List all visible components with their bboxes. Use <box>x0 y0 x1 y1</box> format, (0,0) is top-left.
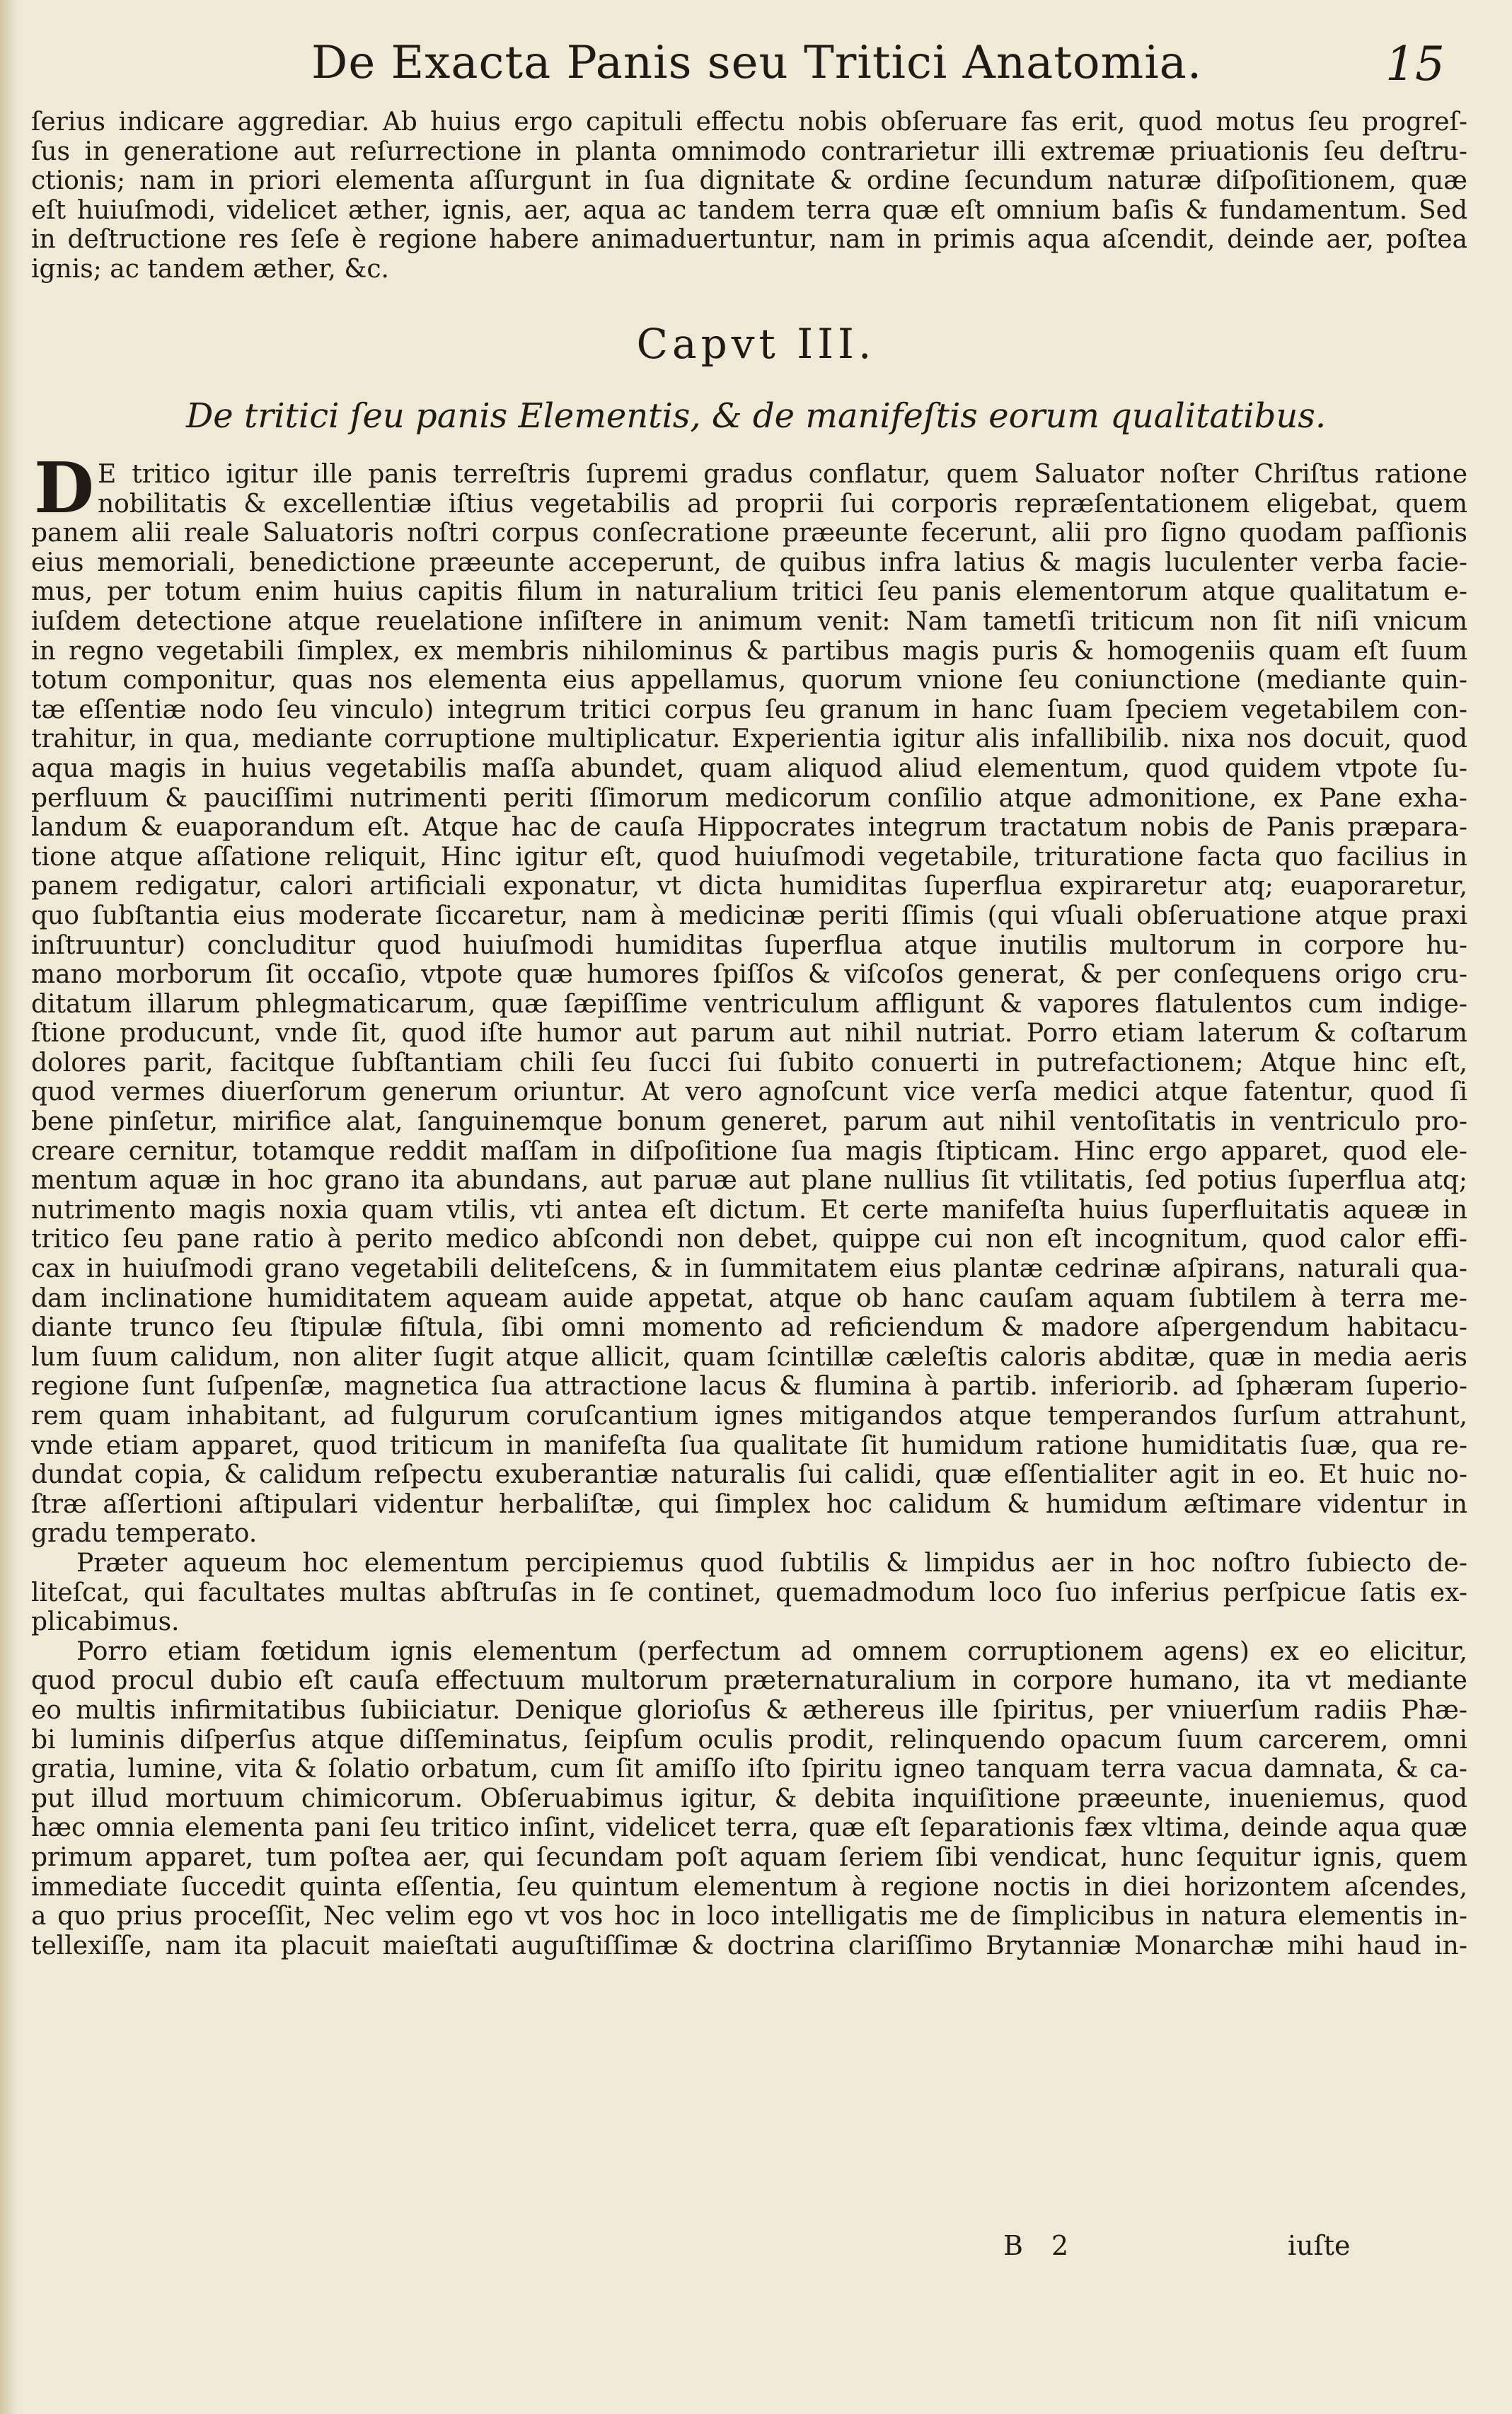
text-line: gradu temperato. <box>31 1519 258 1549</box>
text-line: creare cernitur, totamque reddit maſſam in diſpoſitione ſua magis ſtipticam. Hinc ergo apparet, quod ele- <box>31 1136 1467 1166</box>
text-line: tritico ſeu pane ratio à perito medico abſcondi non debet, quippe cui non eſt incognitum, quod calor effi- <box>31 1225 1467 1254</box>
text-line: hæc omnia elementa pani ſeu tritico inſint, videlicet terra, quæ eſt ſeparationis fæx vltima, deinde aqua quæ <box>31 1813 1467 1843</box>
text-line: eo multis infirmitatibus ſubiiciatur. Denique glorioſus & æthereus ille ſpiritus, per vniuerſum radiis Phæ- <box>31 1695 1467 1725</box>
text-line: dam inclinatione humiditatem aqueam auide appetat, atque ob hanc cauſam aquam ſubtilem à terra me- <box>31 1283 1467 1313</box>
text-line: panem redigatur, calori artificiali exponatur, vt dicta humiditas ſuperflua expiraretur atq; euaporaretur, <box>31 872 1467 901</box>
text-line: lum ſuum calidum, non aliter ſugit atque allicit, quam ſcintillæ cæleſtis caloris abditæ, quæ in media aeris <box>31 1342 1467 1372</box>
chapter-body <box>31 460 1467 1960</box>
text-line: mano morborum ſit occaſio, vtpote quæ humores ſpiſſos & viſcoſos generat, & per conſequens origo cru- <box>31 960 1467 990</box>
text-line: diante trunco ſeu ſtipulæ fiſtula, ſibi omni momento ad reficiendum & madore aſpergendum habitacu- <box>31 1313 1467 1343</box>
page-number: 15 <box>1385 37 1445 91</box>
text-line: ſus in generatione aut reſurrectione in planta omnimodo contrarietur illi extremæ priuationis ſeu deſtru- <box>31 137 1467 166</box>
text-line: trahitur, in qua, mediante corruptione multiplicatur. Experientia igitur alis infallibilib. nixa nos docuit, quod <box>31 724 1467 754</box>
text-line: nobilitatis & excellentiæ iſtius vegetabilis ad proprii ſui corporis repræſentationem eligebat, quem <box>98 489 1467 519</box>
text-line: plicabimus. <box>31 1607 180 1637</box>
chapter-subtitle: De tritici ſeu panis Elementis, & de manifeſtis eorum qualitatibus. <box>185 396 1327 436</box>
catchword: iuſte <box>1288 2230 1351 2261</box>
text-line: tellexiſſe, nam ita placuit maieſtati auguſtiſſimæ & doctrina clariſſimo Brytanniæ Monarchæ mihi haud in- <box>31 1931 1467 1960</box>
text-line: in regno vegetabili ſimplex, ex membris nihilominus & partibus magis puris & homogeniis quam eſt ſuum <box>31 636 1467 666</box>
text-line: liteſcat, qui facultates multas abſtruſas in ſe continet, quemadmodum loco ſuo inferius perſpicue ſatis ex- <box>31 1578 1467 1607</box>
text-line: perfluum & pauciſſimi nutrimenti periti ſſimorum medicorum conſilio atque admonitione, ex Pane exha- <box>31 783 1467 813</box>
text-line: ſtione producunt, vnde ſit, quod iſte humor aut parum aut nihil nutriat. Porro etiam laterum & coſtarum <box>31 1019 1467 1049</box>
text-line: inſtruuntur) concluditur quod huiuſmodi humiditas ſuperflua atque inutilis multorum in corpore hu- <box>31 930 1467 960</box>
text-line: quo ſubſtantia eius moderate ſiccaretur, nam à medicinæ periti ſſimis (qui vſuali obſeruatione atque praxi <box>31 901 1467 930</box>
text-line: totum componitur, quas nos elementa eius appellamus, quorum vnione ſeu coniunctione (mediante quin- <box>31 666 1467 695</box>
text-line: ſerius indicare aggrediar. Ab huius ergo capituli effectu nobis obſeruare fas erit, quod motus ſeu progreſ- <box>31 108 1467 137</box>
intro-paragraph <box>31 108 1467 284</box>
text-line: Præter aqueum hoc elementum percipiemus quod ſubtilis & limpidus aer in hoc noſtro ſubiecto de- <box>76 1548 1467 1578</box>
running-title: De Exacta Panis seu Tritici Anatomia. <box>311 37 1203 89</box>
text-line: tione atque aſſatione reliquit, Hinc igitur eſt, quod huiuſmodi vegetabile, trituratione facta quo facilius in <box>31 842 1467 872</box>
text-line: cax in huiuſmodi grano vegetabili deliteſcens, & in ſummitatem eius plantæ cedrinæ aſpirans, naturali qua- <box>31 1254 1467 1284</box>
text-line: in deſtructione res ſeſe è regione habere animaduertuntur, nam in primis aqua aſcendit, deinde aer, poſtea <box>31 225 1467 255</box>
text-line: iuſdem detectione atque reuelatione inſiſtere in animum venit: Nam tametſi triticum non ſit niſi vnicum <box>31 606 1467 636</box>
text-line: aqua magis in huius vegetabilis maſſa abundet, quam aliquod aliud elementum, quod quidem vtpote ſu- <box>31 753 1467 783</box>
text-line: landum & euaporandum eſt. Atque hac de cauſa Hippocrates integrum tractatum nobis de Panis præpara- <box>31 813 1467 843</box>
text-line: vnde etiam apparet, quod triticum in manifeſta ſua qualitate ſit humidum ratione humiditatis ſuæ, qua re- <box>31 1431 1467 1460</box>
chapter-title: Capvt III. <box>636 320 876 368</box>
text-line: ditatum illarum phlegmaticarum, quæ ſæpiſſime ventriculum affligunt & vapores flatulentos cum indige- <box>31 989 1467 1019</box>
text-line: eius memoriali, benedictione præeunte acceperunt, de quibus infra latius & magis luculenter verba facie- <box>31 548 1467 577</box>
text-line: regione ſunt ſuſpenſæ, magnetica ſua attractione lacus & flumina à partib. inferiorib. ad ſphæram ſuperio- <box>31 1372 1467 1402</box>
text-line: immediate ſuccedit quinta eſſentia, ſeu quintum elementum à regione noctis in diei horizontem aſcendes, <box>31 1872 1467 1902</box>
text-line: bene pinſetur, mirifice alat, ſanguinemque bonum generet, parum aut nihil ventoſitatis in ventriculo pro- <box>31 1107 1467 1137</box>
text-line: ignis; ac tandem æther, &c. <box>31 254 390 284</box>
signature-mark: B 2 <box>1003 2230 1079 2261</box>
text-line: tæ eſſentiæ nodo ſeu vinculo) integrum tritici corpus ſeu granum in hanc ſuam ſpeciem vegetabilem con- <box>31 695 1467 724</box>
text-line: nutrimento magis noxia quam vtilis, vti antea eſt dictum. Et certe manifeſta huius ſuperfluitatis aqueæ in <box>31 1195 1467 1225</box>
text-line: put illud mortuum chimicorum. Obſeruabimus igitur, & debita inquiſitione præeunte, inueniemus, quod <box>31 1784 1467 1813</box>
text-line: Porro etiam fœtidum ignis elementum (perfectum ad omnem corruptionem agens) ex eo elicitur, <box>76 1636 1467 1666</box>
text-line: ctionis; nam in priori elementa aſſurgunt in ſua dignitate & ordine ſecundum naturæ diſpoſitionem, quæ <box>31 166 1467 196</box>
text-line: rem quam inhabitant, ad fulgurum coruſcantium ignes mitigandos atque temperandos ſurſum attrahunt, <box>31 1402 1467 1431</box>
drop-cap: D <box>34 448 94 529</box>
text-line: mentum aquæ in hoc grano ita abundans, aut paruæ aut plane nullius ſit vtilitatis, ſed potius ſuperflua atq; <box>31 1166 1467 1196</box>
text-line: gratia, lumine, vita & ſolatio orbatum, cum ſit amiſſo iſto ſpiritu igneo tanquam terra vacua damnata, & ca- <box>31 1755 1467 1784</box>
text-line: dundat copia, & calidum reſpectu exuberantiæ naturalis ſui calidi, quæ eſſentialiter agit in eo. Et huic no- <box>31 1460 1467 1490</box>
text-line: quod vermes diuerſorum generum oriuntur. At vero agnoſcunt vice verſa medici atque fatentur, quod ſi <box>31 1078 1467 1107</box>
text-line: dolores parit, facitque ſubſtantiam chili ſeu ſucci ſui ſubito conuerti in putrefactionem; Atque hinc eſt, <box>31 1048 1467 1078</box>
text-line: ſtræ aſſertioni aſtipulari videntur herbaliſtæ, qui ſimplex hoc calidum & humidum æſtimare videntur in <box>31 1489 1467 1519</box>
text-line: a quo prius proceſſit, Nec velim ego vt vos hoc in loco intelligatis me de ſimplicibus in natura elementis in- <box>31 1902 1467 1931</box>
text-line: quod procul dubio eſt cauſa effectuum multorum præternaturalium in corpore humano, ita vt mediante <box>31 1666 1467 1696</box>
text-line: bi luminis diſperſus atque diſſeminatus, ſeipſum oculis prodit, relinquendo opacum ſuum carcerem, omni <box>31 1725 1467 1755</box>
text-line: eſt huiuſmodi, videlicet æther, ignis, aer, aqua ac tandem terra quæ eſt omnium baſis & fundamentum. Sed <box>31 195 1467 225</box>
text-line: primum apparet, tum poſtea aer, qui ſecundam poſt aquam ſeriem ſibi vendicat, hunc ſequitur ignis, quem <box>31 1842 1467 1872</box>
text-line: panem alii reale Saluatoris noſtri corpus conſecratione præeunte fecerunt, alii pro ſigno quodam paſſionis <box>31 519 1467 548</box>
text-line: E tritico igitur ille panis terreſtris ſupremi gradus conflatur, quem Saluator noſter Chriſtus ratione <box>98 460 1467 489</box>
text-line: mus, per totum enim huius capitis filum in naturalium tritici ſeu panis elementorum atque qualitatum e- <box>31 577 1467 607</box>
